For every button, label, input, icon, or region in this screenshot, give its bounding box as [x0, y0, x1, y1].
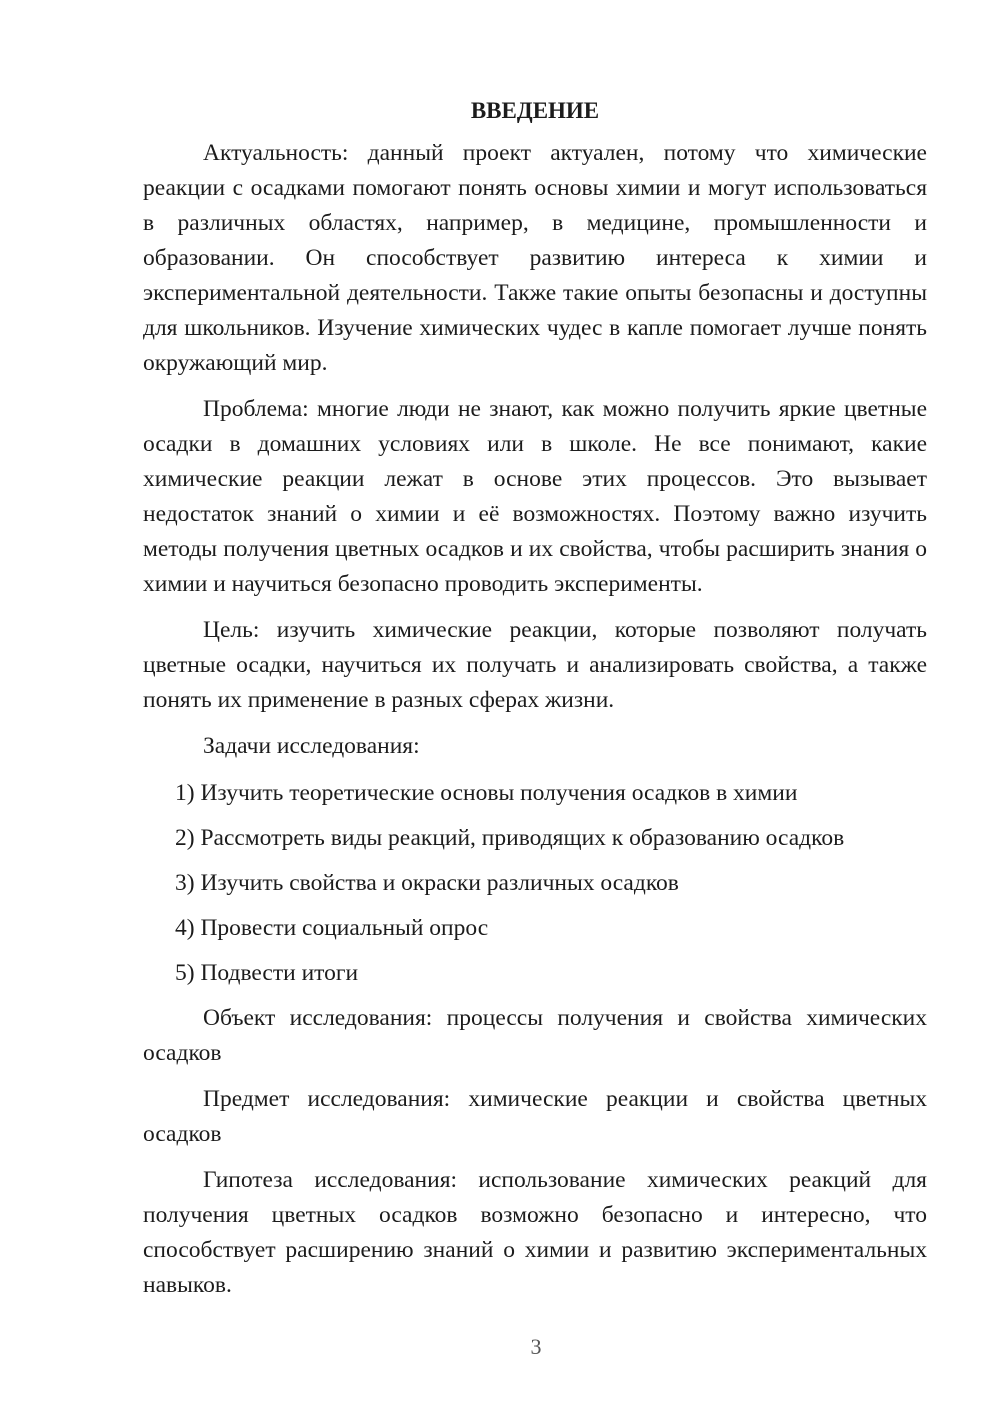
page-title: ВВЕДЕНИЕ: [470, 98, 600, 123]
paragraph-hypothesis: Гипотеза исследования: использование химических реакций для получения цветных осадков возможно безопасно и интересно, что способствует расширению знаний о химии и развитию экспериментальных навыков.: [143, 1167, 927, 1298]
page-content: [143, 96, 927, 1314]
paragraph-relevance: Актуальность: данный проект актуален, потому что химические реакции с осадками помогают понять основы химии и могут использоваться в различных областях, например, в медицине, промышленности и образовании. Он способствует развитию интереса к химии и экспериментальной деятельности. Также такие опыты безопасны и доступны для школьников. Изучение химических чудес в капле помогает лучше понять окружающий мир.: [143, 140, 927, 376]
list-item: 2) Рассмотреть виды реакций, приводящих к образованию осадков: [175, 825, 845, 851]
list-item: 3) Изучить свойства и окраски различных осадков: [175, 870, 679, 896]
list-item: 1) Изучить теоретические основы получения осадков в химии: [175, 780, 798, 806]
paragraph-object: Объект исследования: процессы получения и свойства химических осадков: [143, 1005, 927, 1066]
paragraph-goal: Цель: изучить химические реакции, которые позволяют получать цветные осадки, научиться их получать и анализировать свойства, а также понять их применение в разных сферах жизни.: [143, 617, 927, 713]
paragraph-subject: Предмет исследования: химические реакции и свойства цветных осадков: [143, 1086, 927, 1147]
list-item: 4) Провести социальный опрос: [175, 915, 489, 941]
tasks-heading: Задачи исследования:: [203, 733, 420, 759]
list-item: 5) Подвести итоги: [175, 960, 359, 986]
tasks-list: [143, 776, 927, 991]
page-number: 3: [530, 1334, 542, 1359]
paragraph-problem: Проблема: многие люди не знают, как можно получить яркие цветные осадки в домашних условиях или в школе. Не все понимают, какие химические реакции лежат в основе этих процессов. Это вызывает недостаток знаний о химии и её возможностях. Поэтому важно изучить методы получения цветных осадков и их свойства, чтобы расширить знания о химии и научиться безопасно проводить эксперименты.: [143, 396, 927, 597]
